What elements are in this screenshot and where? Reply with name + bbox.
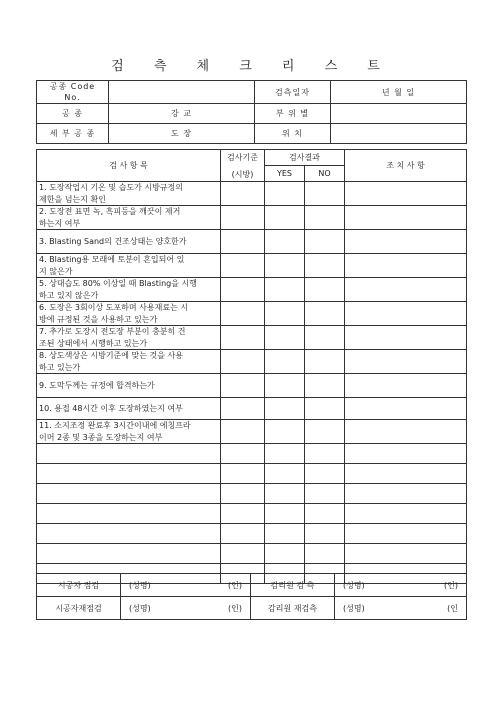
signature-row — [37, 574, 467, 597]
name-label: (성명) — [129, 603, 151, 613]
cell-action — [345, 278, 467, 302]
cell-standard — [221, 254, 265, 278]
cell-no — [305, 206, 345, 230]
item-text — [37, 524, 221, 544]
table-row — [37, 420, 467, 444]
label-work-type: 공 종 — [37, 104, 109, 124]
item-text — [37, 544, 221, 564]
item-text — [37, 484, 221, 504]
header-standard-line1: 검사기준 — [227, 152, 258, 162]
cell-action — [345, 464, 467, 484]
cell-action — [345, 544, 467, 564]
cell-yes — [265, 444, 305, 464]
table-row — [37, 206, 467, 230]
cell-action — [345, 206, 467, 230]
cell-standard — [221, 444, 265, 464]
header-no: NO — [305, 166, 345, 182]
cell-action — [345, 484, 467, 504]
cell-no — [305, 302, 345, 326]
cell-no — [305, 464, 345, 484]
cell-yes — [265, 398, 305, 420]
header-standard — [221, 150, 265, 182]
cell-action — [345, 524, 467, 544]
cell-standard — [221, 230, 265, 254]
cell-no — [305, 524, 345, 544]
supervisor-recheck-label: 감리원 재검측 — [251, 597, 335, 620]
value-work-type: 강 교 — [109, 104, 255, 124]
info-row-type — [37, 104, 467, 124]
name-label: (성명) — [129, 580, 151, 590]
item-text: 11. 소지조정 완료후 3시간이내에 에칭프라 이머 2종 및 3종을 도장하는지 여부 — [37, 420, 221, 444]
table-row — [37, 484, 467, 504]
cell-standard — [221, 302, 265, 326]
cell-standard — [221, 544, 265, 564]
info-row-code — [37, 81, 467, 104]
cell-yes — [265, 230, 305, 254]
item-text: 1. 도장작업시 기온 및 습도가 시방규정의 제한을 넘는지 확인 — [37, 182, 221, 206]
cell-no — [305, 182, 345, 206]
header-action: 조 치 사 항 — [345, 150, 467, 182]
cell-yes — [265, 374, 305, 398]
supervisor-check-label: 감리원 검 측 — [251, 574, 335, 597]
table-row — [37, 326, 467, 350]
cell-standard — [221, 484, 265, 504]
cell-yes — [265, 484, 305, 504]
header-standard-line2: (시방) — [231, 169, 254, 179]
cell-yes — [265, 524, 305, 544]
cell-action — [345, 230, 467, 254]
cell-standard — [221, 374, 265, 398]
cell-standard — [221, 464, 265, 484]
cell-yes — [265, 206, 305, 230]
table-row — [37, 374, 467, 398]
contractor-check-label: 시공자 점검 — [37, 574, 121, 597]
table-row — [37, 302, 467, 326]
cell-no — [305, 398, 345, 420]
signature-table — [36, 573, 467, 620]
seal-label: (인 — [447, 603, 458, 613]
cell-no — [305, 444, 345, 464]
cell-yes — [265, 182, 305, 206]
item-text: 2. 도장전 표면 녹, 흑피등을 깨끗이 제거 하는지 여부 — [37, 206, 221, 230]
cell-no — [305, 254, 345, 278]
cell-no — [305, 230, 345, 254]
item-text — [37, 464, 221, 484]
item-text: 9. 도막두께는 규정에 합격하는가 — [37, 374, 221, 398]
item-text: 4. Blasting용 모래에 토분이 혼입되어 있 지 않은가 — [37, 254, 221, 278]
cell-no — [305, 484, 345, 504]
seal-label: (인) — [444, 580, 458, 590]
supervisor-recheck-sign — [335, 597, 467, 620]
cell-action — [345, 350, 467, 374]
contractor-recheck-sign — [121, 597, 251, 620]
table-row — [37, 444, 467, 464]
cell-no — [305, 350, 345, 374]
cell-yes — [265, 504, 305, 524]
header-yes: YES — [265, 166, 305, 182]
item-text: 5. 상대습도 80% 이상일 때 Blasting을 시행 하고 있지 않은가 — [37, 278, 221, 302]
value-date: 년 월 일 — [331, 81, 467, 104]
cell-yes — [265, 464, 305, 484]
cell-yes — [265, 302, 305, 326]
page-title: 검 측 체 크 리 스 트 — [111, 59, 393, 74]
item-text — [37, 504, 221, 524]
header-items: 검 사 항 목 — [37, 150, 221, 182]
cell-standard — [221, 326, 265, 350]
cell-action — [345, 302, 467, 326]
cell-action — [345, 326, 467, 350]
signature-row — [37, 597, 467, 620]
cell-standard — [221, 182, 265, 206]
cell-action — [345, 420, 467, 444]
cell-action — [345, 504, 467, 524]
cell-yes — [265, 326, 305, 350]
cell-yes — [265, 420, 305, 444]
table-row — [37, 182, 467, 206]
value-code — [109, 81, 255, 104]
cell-standard — [221, 398, 265, 420]
cell-yes — [265, 278, 305, 302]
item-text: 8. 상도색상은 시방기준에 맞는 것을 사용 하고 있는가 — [37, 350, 221, 374]
name-label: (성명) — [343, 580, 365, 590]
value-sub-type: 도 장 — [109, 124, 255, 144]
table-row — [37, 524, 467, 544]
cell-action — [345, 398, 467, 420]
contractor-check-sign — [121, 574, 251, 597]
checklist-table — [36, 149, 467, 584]
info-table — [36, 80, 467, 144]
label-part: 부 위 별 — [255, 104, 331, 124]
table-row — [37, 544, 467, 564]
table-row — [37, 278, 467, 302]
cell-no — [305, 374, 345, 398]
cell-action — [345, 182, 467, 206]
cell-no — [305, 420, 345, 444]
seal-label: (인) — [228, 580, 242, 590]
cell-yes — [265, 544, 305, 564]
cell-standard — [221, 278, 265, 302]
cell-standard — [221, 350, 265, 374]
label-location: 위 치 — [255, 124, 331, 144]
supervisor-check-sign — [335, 574, 467, 597]
item-text — [37, 444, 221, 464]
cell-yes — [265, 350, 305, 374]
value-part — [331, 104, 467, 124]
name-label: (성명) — [343, 603, 365, 613]
cell-no — [305, 544, 345, 564]
label-code: 공종 Code No. — [37, 81, 109, 104]
item-text: 7. 추가로 도장시 전도장 부분이 충분히 건 조된 상태에서 시행하고 있는가 — [37, 326, 221, 350]
cell-no — [305, 504, 345, 524]
cell-action — [345, 444, 467, 464]
info-row-detail — [37, 124, 467, 144]
table-row — [37, 350, 467, 374]
cell-standard — [221, 524, 265, 544]
table-row — [37, 398, 467, 420]
table-row — [37, 230, 467, 254]
checklist-header-row — [37, 150, 467, 166]
cell-action — [345, 254, 467, 278]
table-row — [37, 254, 467, 278]
seal-label: (인) — [228, 603, 242, 613]
label-date: 검측일자 — [255, 81, 331, 104]
table-row — [37, 504, 467, 524]
item-text: 10. 용접 48시간 이후 도장하였는지 여부 — [37, 398, 221, 420]
value-location — [331, 124, 467, 144]
cell-standard — [221, 420, 265, 444]
table-row — [37, 464, 467, 484]
cell-action — [345, 374, 467, 398]
label-sub-type: 세 부 공 종 — [37, 124, 109, 144]
cell-standard — [221, 206, 265, 230]
contractor-recheck-label: 시공자재점검 — [37, 597, 121, 620]
item-text: 3. Blasting Sand의 건조상태는 양호한가 — [37, 230, 221, 254]
header-result: 검사결과 — [265, 150, 345, 166]
cell-standard — [221, 504, 265, 524]
cell-no — [305, 278, 345, 302]
cell-no — [305, 326, 345, 350]
cell-yes — [265, 254, 305, 278]
item-text: 6. 도장은 3회이상 도포하며 사용재료는 시 방에 규정된 것을 사용하고 있는가 — [37, 302, 221, 326]
